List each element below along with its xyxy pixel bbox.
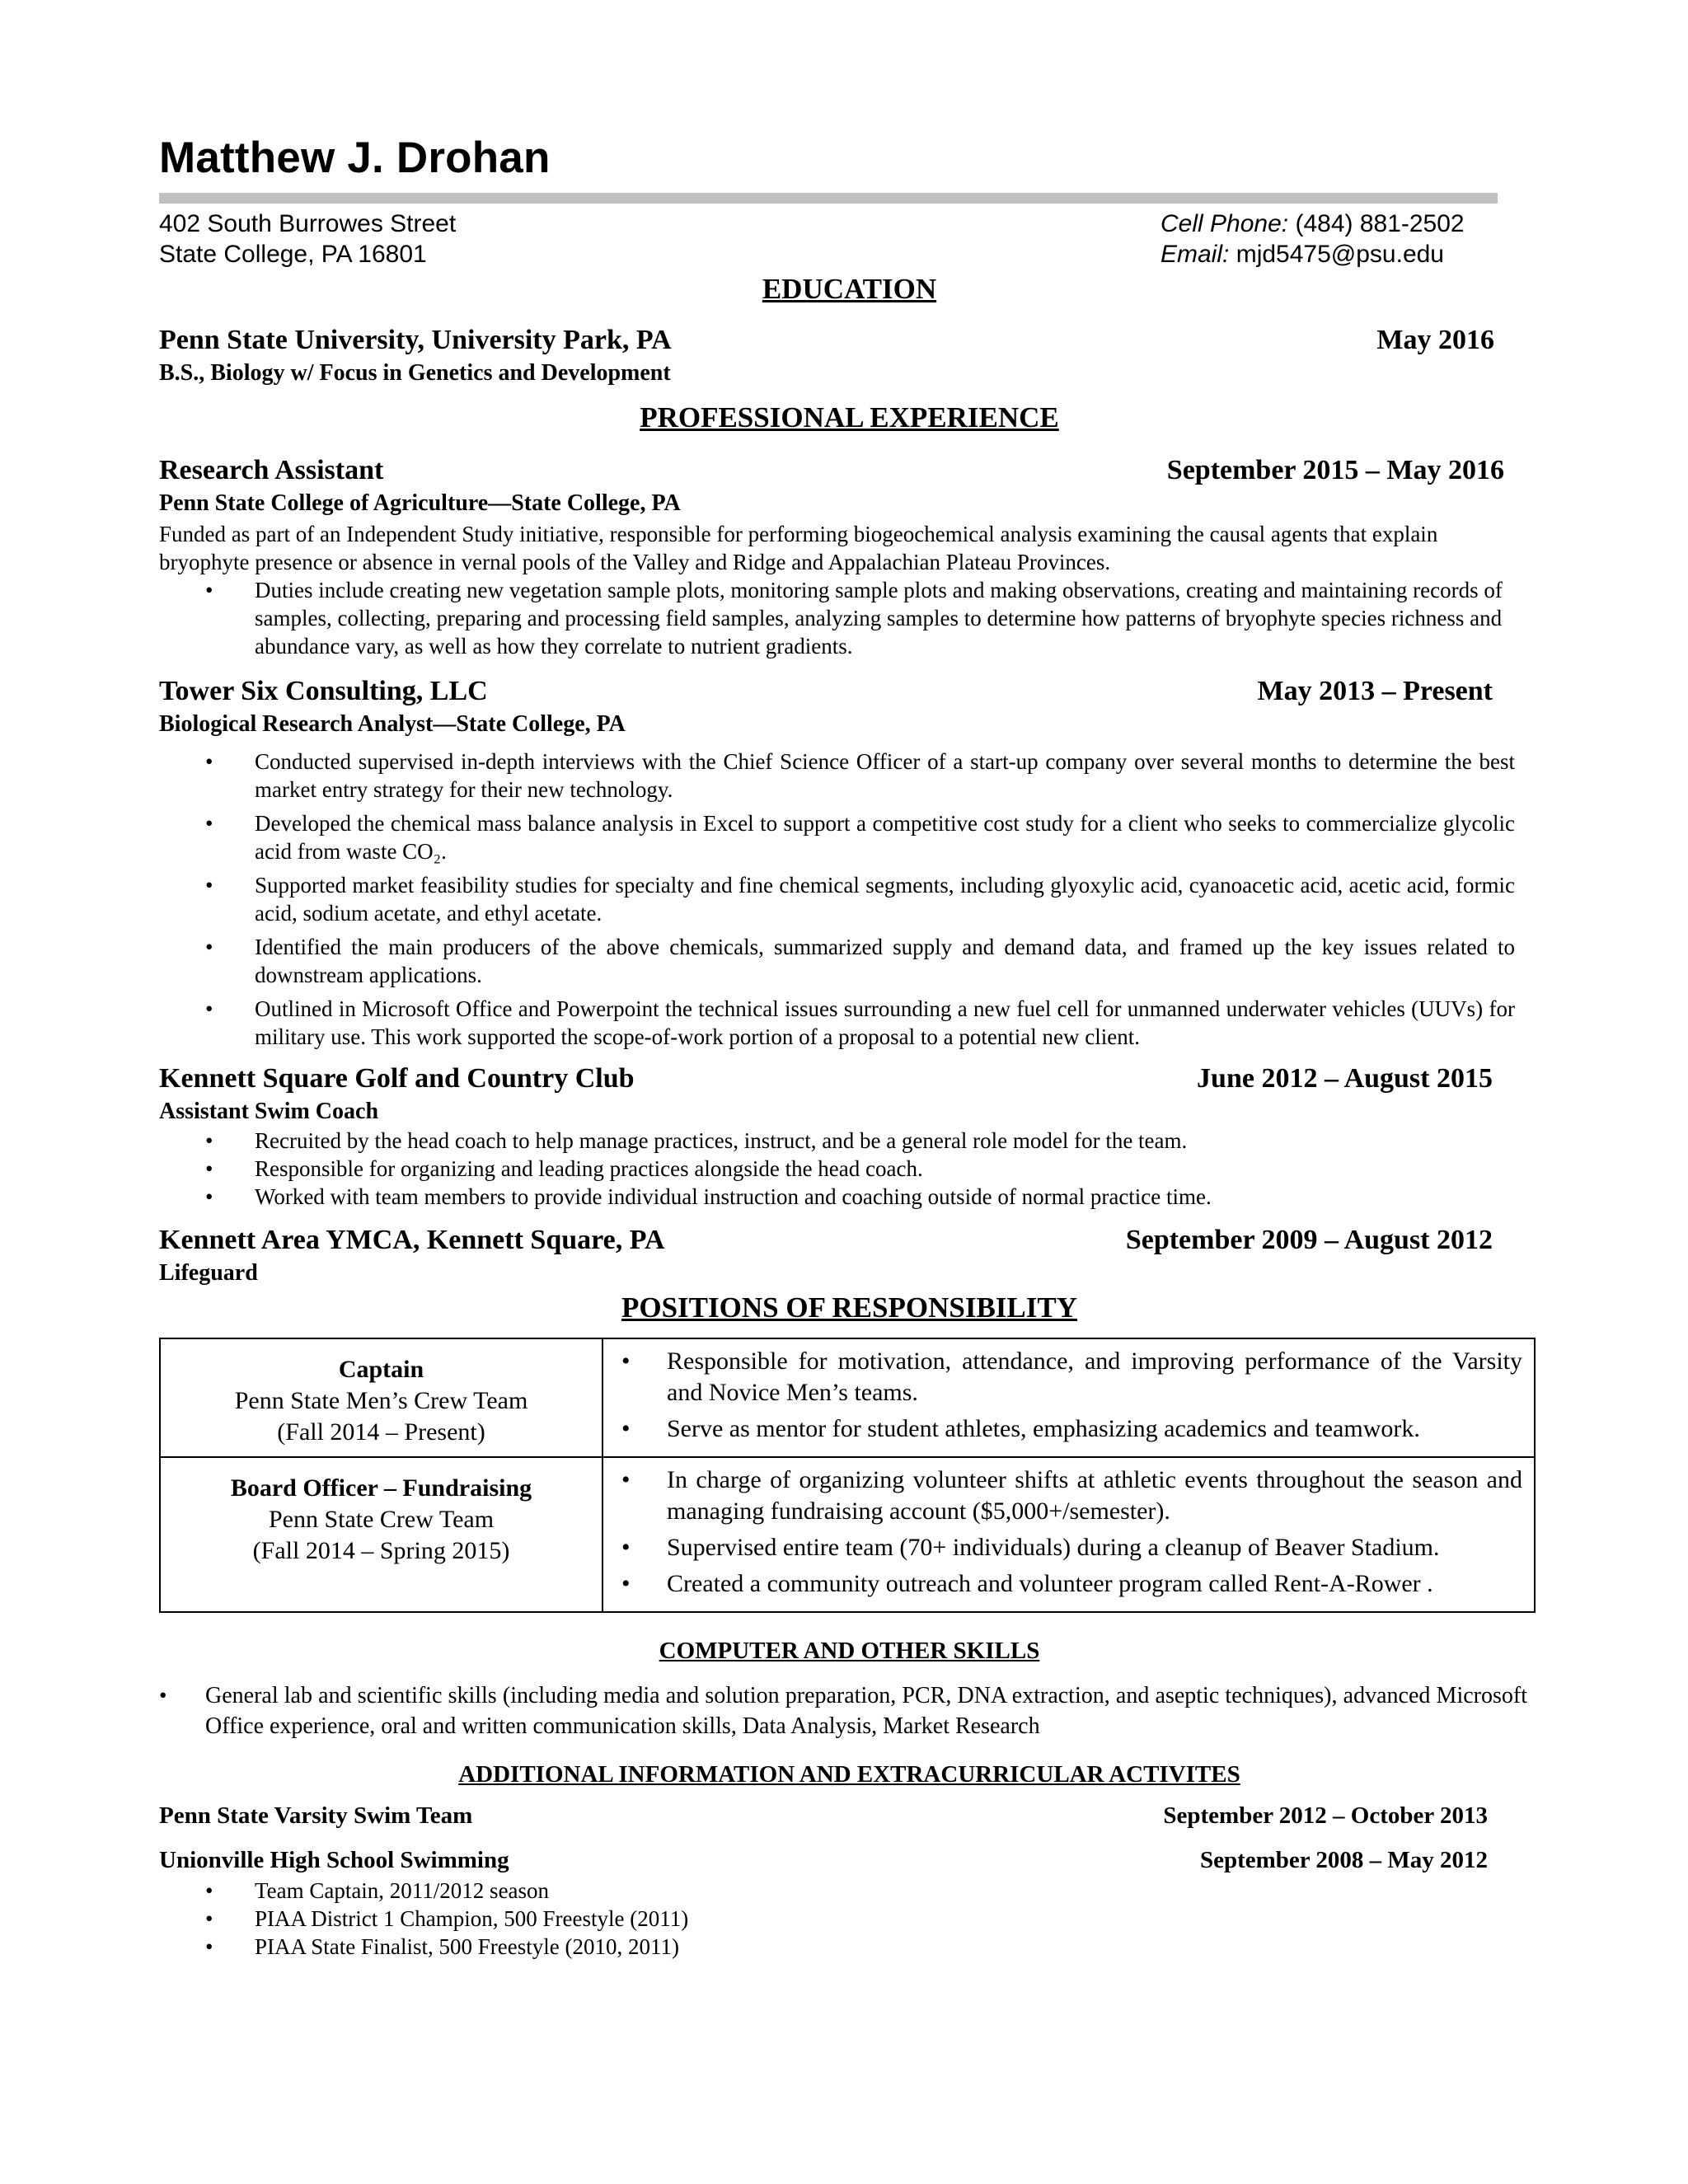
- job-title: Kennett Area YMCA, Kennett Square, PA: [159, 1225, 665, 1255]
- position-role-cell: [160, 1338, 603, 1457]
- job-bullets: [159, 748, 1515, 1051]
- job-description: Funded as part of an Independent Study initiative, responsible for performing biogeochemical analysis examining the causal agents that explain bryophyte presence or absence in vernal pools of the Valley and Ridge and Appalachian Plateau Provinces.: [159, 522, 1438, 574]
- education-school: Penn State University, University Park, PA: [159, 325, 672, 355]
- job-org: Assistant Swim Coach: [159, 1099, 379, 1124]
- header-divider: [159, 193, 1498, 204]
- resume-name: Matthew J. Drohan: [159, 134, 551, 182]
- additional-heading: ADDITIONAL INFORMATION AND EXTRACURRICULAR ACTIVITES: [458, 1761, 1240, 1788]
- job-org: Penn State College of Agriculture—State College, PA: [159, 490, 681, 516]
- list-item: • PIAA State Finalist, 500 Freestyle (2010, 2011): [159, 1933, 1540, 1961]
- positions-table: [159, 1338, 1536, 1613]
- position-bullets: [603, 1465, 1522, 1600]
- position-role: Board Officer – Fundraising: [230, 1474, 532, 1502]
- position-dates: (Fall 2014 – Spring 2015): [252, 1537, 510, 1564]
- list-item: • Outlined in Microsoft Office and Powerpoint the technical issues surrounding a new fuel cell for unmanned underwater vehicles (UUVs) for military use. This work supported the scope-of-work portion of a proposal to a potential new client.: [159, 995, 1515, 1051]
- job-tower-six: [159, 673, 1493, 710]
- job-org: Lifeguard: [159, 1260, 258, 1286]
- list-item: • In charge of organizing volunteer shifts at athletic events throughout the season and managing fundraising account ($5,000+/semester).: [603, 1465, 1522, 1527]
- job-date: May 2013 – Present: [1257, 676, 1493, 706]
- job-date: June 2012 – August 2015: [1197, 1063, 1493, 1094]
- list-item: • Duties include creating new vegetation sample plots, monitoring sample plots and making observations, creating and maintaining records of samples, collecting, preparing and processing field samples, analyzing samples to determine how patterns of bryophyte species richness and abundance vary, as well as how they correlate to nutrient gradients.: [159, 576, 1527, 660]
- list-item: • Worked with team members to provide individual instruction and coaching outside of normal practice time.: [159, 1183, 1540, 1211]
- position-org: Penn State Men’s Crew Team: [234, 1387, 528, 1414]
- education-heading: EDUCATION: [762, 273, 937, 305]
- job-date: September 2009 – August 2012: [1125, 1225, 1493, 1255]
- job-date: September 2015 – May 2016: [1166, 455, 1504, 485]
- position-role: Captain: [338, 1356, 424, 1383]
- job-ymca: [159, 1222, 1493, 1258]
- job-org: Biological Research Analyst—State College, PA: [159, 711, 626, 737]
- skills-heading: COMPUTER AND OTHER SKILLS: [659, 1638, 1040, 1664]
- activity-date: September 2008 – May 2012: [1199, 1847, 1488, 1873]
- job-research-assistant: [159, 452, 1504, 489]
- list-item: • Created a community outreach and volunteer program called Rent-A-Rower .: [603, 1568, 1522, 1600]
- list-item: • Team Captain, 2011/2012 season: [159, 1877, 1540, 1905]
- list-item: • Supervised entire team (70+ individuals) during a cleanup of Beaver Stadium.: [603, 1532, 1522, 1563]
- table-row: [160, 1457, 1535, 1612]
- education-degree: B.S., Biology w/ Focus in Genetics and Development: [159, 360, 671, 386]
- job-bullets: [159, 1127, 1540, 1211]
- education-row: [159, 322, 1494, 359]
- email-address[interactable]: mjd5475@psu.edu: [1236, 241, 1444, 268]
- positions-heading: POSITIONS OF RESPONSIBILITY: [621, 1291, 1078, 1324]
- position-desc-cell: [603, 1338, 1535, 1457]
- job-bullets: [159, 576, 1527, 660]
- phone-label: Cell Phone:: [1160, 210, 1289, 237]
- list-item: • Responsible for organizing and leading practices alongside the head coach.: [159, 1155, 1540, 1183]
- list-item: • Recruited by the head coach to help manage practices, instruct, and be a general role model for the team.: [159, 1127, 1540, 1155]
- position-dates: (Fall 2014 – Present): [277, 1418, 485, 1446]
- list-item: • Conducted supervised in-depth interviews with the Chief Science Officer of a start-up company over several months to determine the best market entry strategy for their new technology.: [159, 748, 1515, 804]
- email-label: Email:: [1160, 241, 1230, 268]
- address-line-1: 402 South Burrowes Street: [159, 210, 457, 237]
- list-item: • PIAA District 1 Champion, 500 Freestyle (2011): [159, 1905, 1540, 1933]
- activity-row: [159, 1844, 1488, 1877]
- list-item: • Responsible for motivation, attendance, and improving performance of the Varsity and Novice Men’s teams.: [603, 1346, 1522, 1408]
- address-line-2: State College, PA 16801: [159, 241, 427, 268]
- activity-title: Penn State Varsity Swim Team: [159, 1802, 473, 1829]
- activity-row: [159, 1799, 1488, 1832]
- contact-block: [159, 209, 1540, 271]
- table-row: [160, 1338, 1535, 1457]
- list-item: • General lab and scientific skills (including media and solution preparation, PCR, DNA extraction, and aseptic techniques), advanced Microsoft Office experience, oral and written communication skills, Data Analysis, Market Research: [159, 1680, 1527, 1741]
- activity-bullets: [159, 1877, 1540, 1961]
- skills-list: [159, 1680, 1527, 1741]
- job-title: Kennett Square Golf and Country Club: [159, 1063, 635, 1094]
- phone-number: (484) 881-2502: [1295, 210, 1465, 237]
- address: [159, 209, 456, 269]
- education-date: May 2016: [1376, 325, 1494, 355]
- contact-info: [1160, 209, 1465, 269]
- position-role-cell: [160, 1457, 603, 1612]
- position-bullets: [603, 1346, 1522, 1445]
- job-title: Tower Six Consulting, LLC: [159, 676, 488, 706]
- email-line: [1160, 239, 1465, 269]
- list-item: • Serve as mentor for student athletes, emphasizing academics and teamwork.: [603, 1413, 1522, 1445]
- experience-heading: PROFESSIONAL EXPERIENCE: [640, 401, 1059, 434]
- activity-title: Unionville High School Swimming: [159, 1847, 509, 1873]
- position-desc-cell: [603, 1457, 1535, 1612]
- activity-date: September 2012 – October 2013: [1163, 1802, 1488, 1829]
- job-golf-club: [159, 1061, 1493, 1097]
- position-org: Penn State Crew Team: [268, 1506, 495, 1533]
- list-item: • Supported market feasibility studies for specialty and fine chemical segments, including glyoxylic acid, cyanoacetic acid, acetic acid, formic acid, sodium acetate, and ethyl acetate.: [159, 871, 1515, 927]
- list-item: • Identified the main producers of the above chemicals, summarized supply and demand data, and framed up the key issues related to downstream applications.: [159, 933, 1515, 989]
- job-title: Research Assistant: [159, 455, 384, 485]
- resume-page: [159, 132, 1540, 1961]
- phone-line: [1160, 209, 1465, 239]
- list-item: • Developed the chemical mass balance analysis in Excel to support a competitive cost study for a client who seeks to commercialize glycolic acid from waste CO₂.: [159, 809, 1515, 865]
